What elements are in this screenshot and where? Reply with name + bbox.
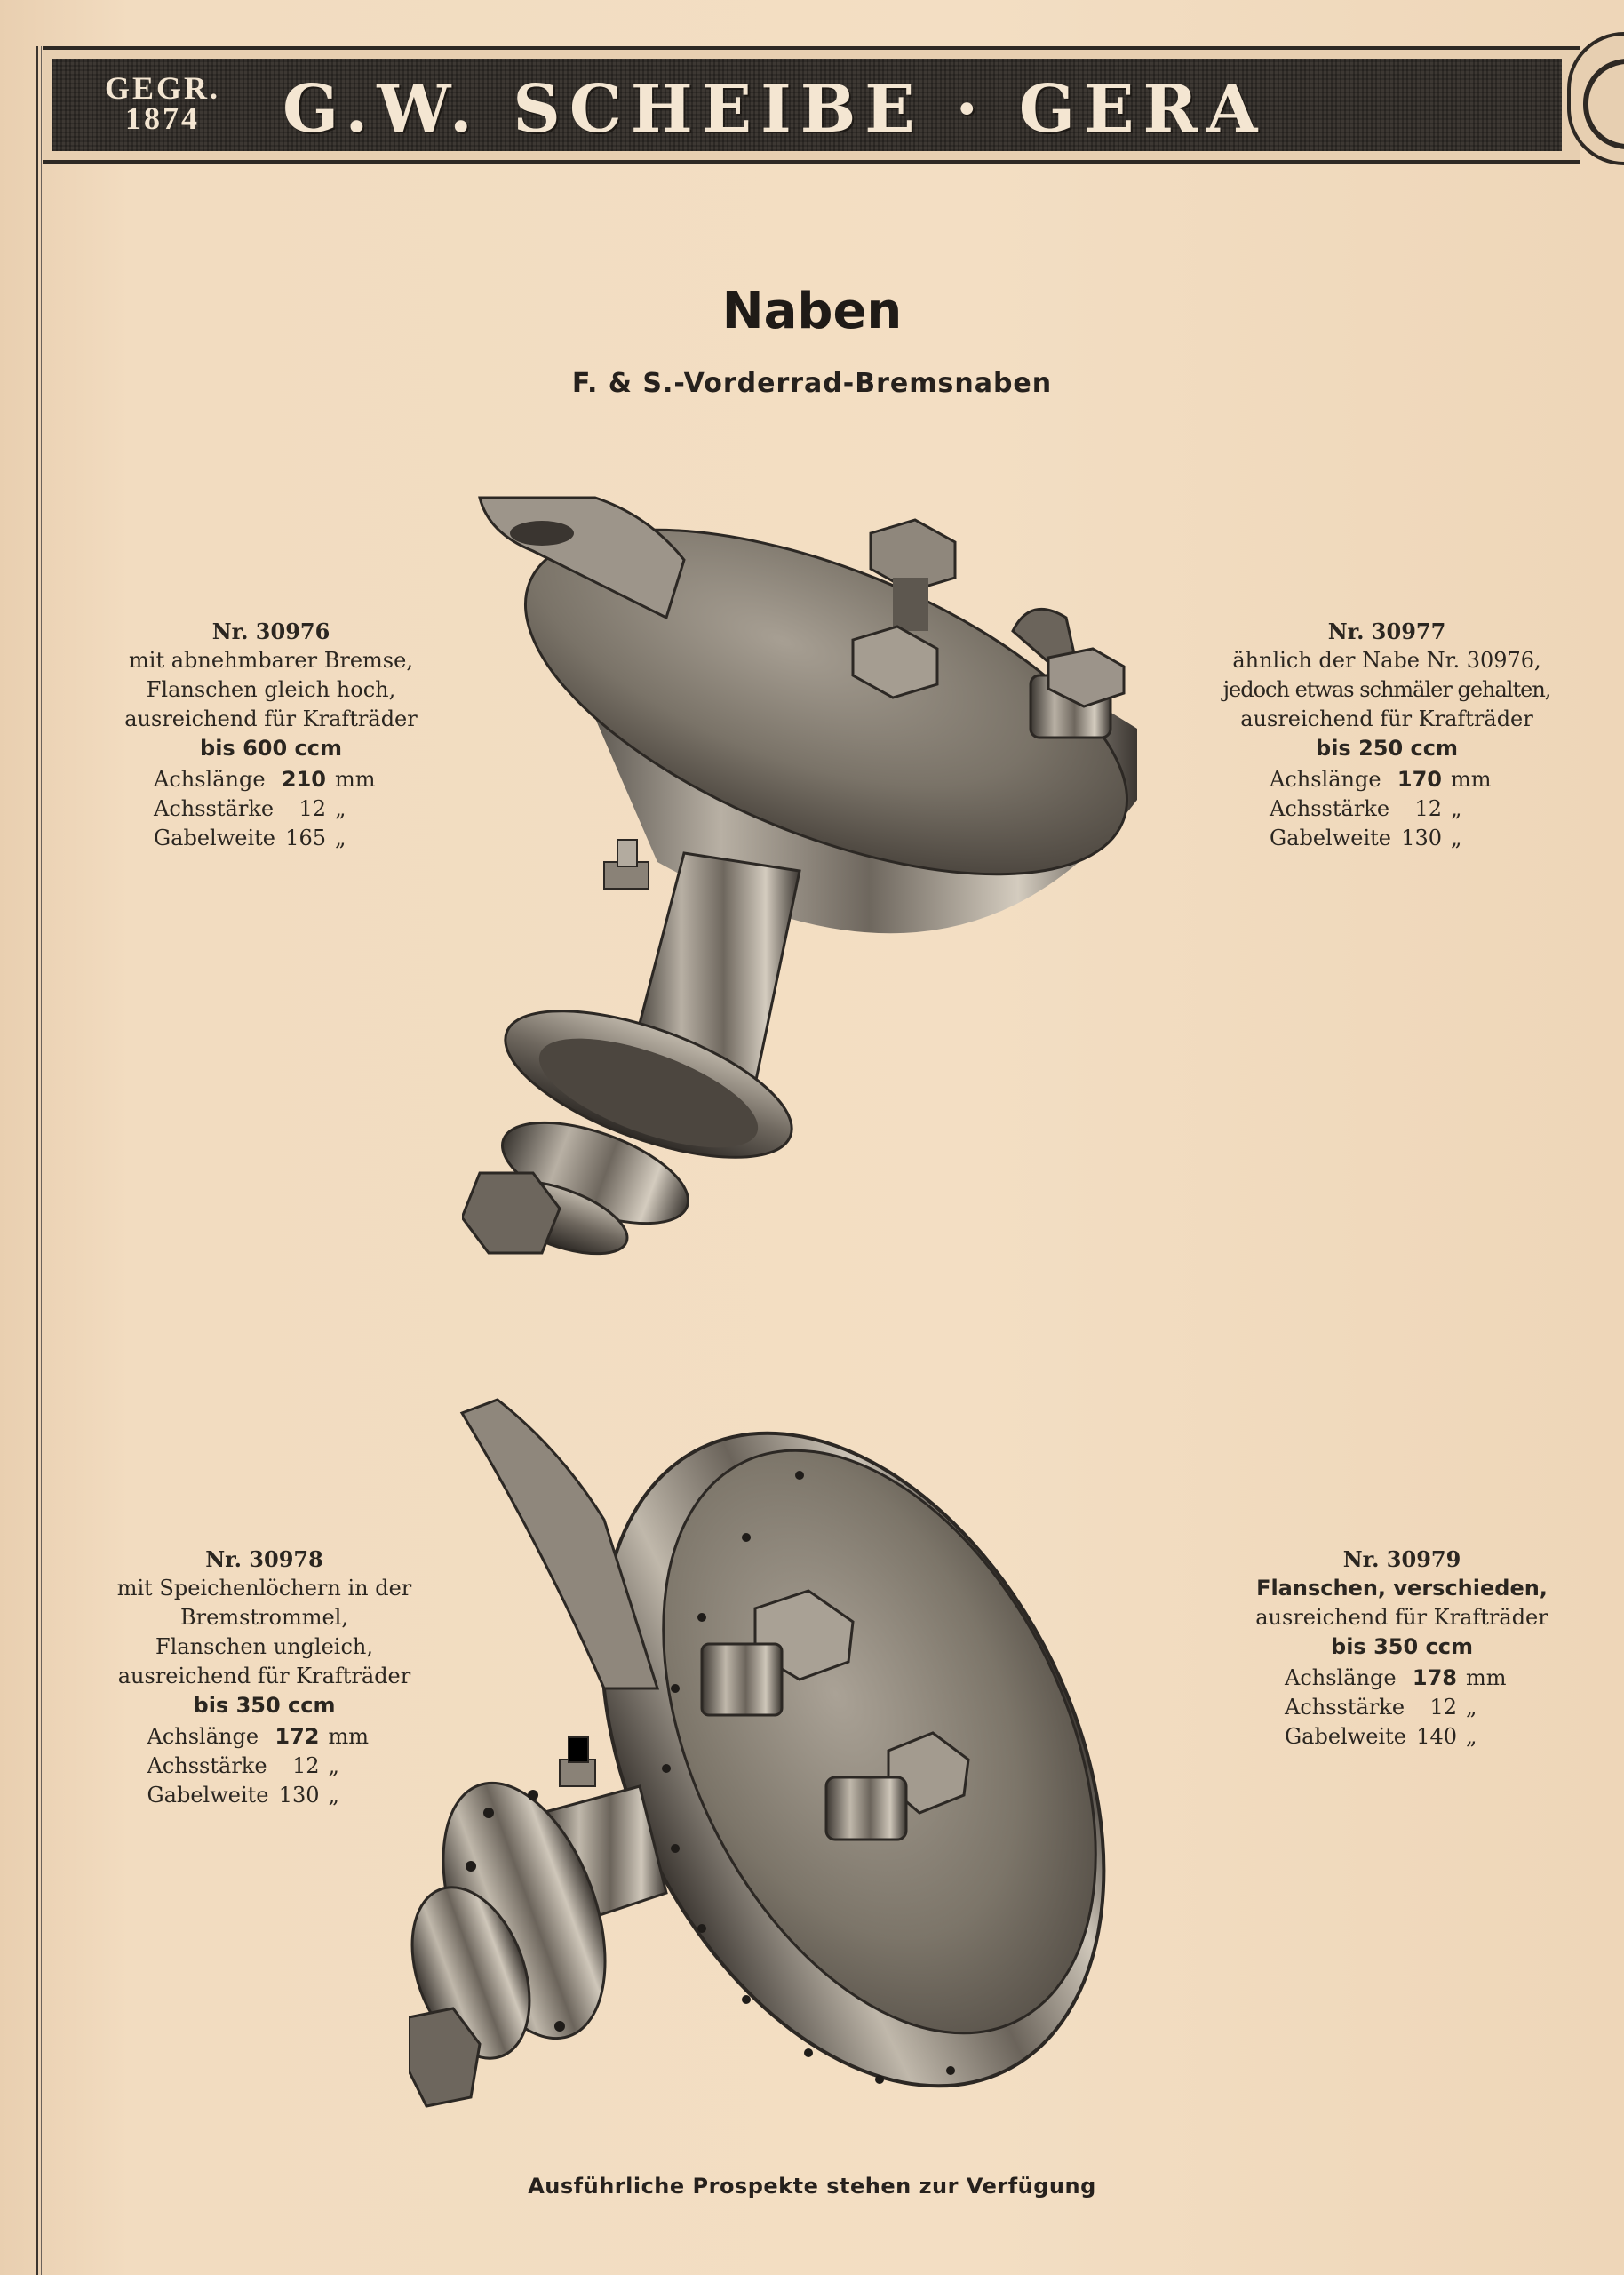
spec-row [1270,794,1504,824]
spec-label: Gabelweite [154,826,275,850]
spec-unit: „ [1466,1724,1477,1749]
spec-label: Gabelweite [1285,1724,1406,1749]
spec-row [1285,1664,1519,1693]
spec-row [154,824,388,853]
spec-row [154,765,388,794]
spec-label: Achslänge [154,767,266,792]
product-desc-line: Flanschen, verschieden, [1256,1576,1548,1600]
spec-label: Achslänge [1270,767,1381,792]
spec-value: 210 [281,767,326,792]
spec-value: 178 [1412,1665,1457,1690]
spec-unit: „ [328,1783,339,1808]
spec-unit: mm [335,767,376,792]
product-desc-line: ausreichend für Krafträder [1240,706,1533,731]
spec-label: Achslänge [147,1724,259,1749]
spec-value: 130 [1401,826,1442,850]
product-entry-30979 [1215,1545,1588,1752]
spec-value: 12 [291,1753,320,1778]
spec-row [1270,765,1504,794]
spec-unit: „ [335,796,346,821]
spec-unit: „ [1451,796,1462,821]
spec-label: Gabelweite [147,1783,269,1808]
product-desc-line: jedoch etwas schmäler gehalten, [1222,677,1551,702]
product-entry-30978 [93,1545,435,1810]
spec-value: 130 [278,1783,320,1808]
product-desc-line: bis 350 ccm [193,1693,336,1718]
product-specs [154,765,388,853]
spec-label: Gabelweite [1270,826,1391,850]
product-number: Nr. 30978 [205,1546,323,1572]
hub-30976-illustration [462,480,1173,1262]
hub-30978-illustration [409,1395,1208,2124]
product-entry-30976 [93,617,449,853]
spec-value: 172 [275,1724,320,1749]
spec-unit: mm [1466,1665,1507,1690]
spec-label: Achsstärke [154,796,275,821]
spec-unit: „ [1466,1695,1477,1720]
founded-year: 1874 [125,100,200,136]
spec-unit: „ [1451,826,1462,850]
spec-row [154,794,388,824]
spec-row [1285,1693,1519,1722]
product-desc-line: mit Speichenlöchern in der [116,1576,412,1600]
spec-row [147,1781,382,1810]
page-title: Naben [721,283,903,340]
product-entry-30977 [1196,617,1578,853]
header-banner-inner [52,59,1562,151]
product-number: Nr. 30977 [1327,619,1446,644]
product-desc-line: ausreichend für Krafträder [1255,1605,1548,1630]
spec-label: Achsstärke [147,1753,267,1778]
spec-row [147,1722,382,1752]
page-subtitle: F. & S.-Vorderrad-Bremsnaben [571,368,1053,399]
spec-value: 12 [1414,796,1442,821]
spec-value: 12 [299,796,326,821]
product-desc-line: ausreichend für Krafträder [124,706,418,731]
product-desc-line: Bremstrommel, [180,1605,348,1630]
spec-value: 140 [1416,1724,1457,1749]
spec-unit: mm [1451,767,1492,792]
product-specs [1285,1664,1519,1752]
spec-label: Achsstärke [1270,796,1390,821]
product-specs [147,1722,382,1810]
product-desc-line: ausreichend für Krafträder [117,1664,411,1688]
founded-badge [100,70,225,136]
product-desc-line: bis 350 ccm [1331,1634,1473,1659]
spec-row [1270,824,1504,853]
product-specs [1270,765,1504,853]
product-desc-line: ähnlich der Nabe Nr. 30976, [1232,648,1541,673]
spec-row [1285,1722,1519,1752]
spec-label: Achsstärke [1285,1695,1405,1720]
spec-label: Achslänge [1285,1665,1397,1690]
spec-value: 170 [1397,767,1442,792]
spec-unit: „ [335,826,346,850]
product-number: Nr. 30979 [1342,1546,1461,1572]
spec-unit: mm [328,1724,370,1749]
spec-unit: „ [328,1753,339,1778]
footer-note: Ausführliche Prospekte stehen zur Verfügung [528,2174,1096,2199]
product-desc-line: bis 600 ccm [200,736,342,761]
brand-name: G.W. SCHEIBE · GERA [283,71,1267,148]
founded-label: GEGR. [104,70,220,106]
product-desc-line: Flanschen ungleich, [155,1634,373,1659]
product-number: Nr. 30976 [211,619,330,644]
spec-row [147,1752,382,1781]
product-desc-line: bis 250 ccm [1316,736,1458,761]
spec-value: 12 [1429,1695,1457,1720]
header-banner [43,46,1580,164]
product-desc-line: mit abnehmbarer Bremse, [129,648,413,673]
product-desc-line: Flanschen gleich hoch, [146,677,396,702]
spec-value: 165 [285,826,326,850]
